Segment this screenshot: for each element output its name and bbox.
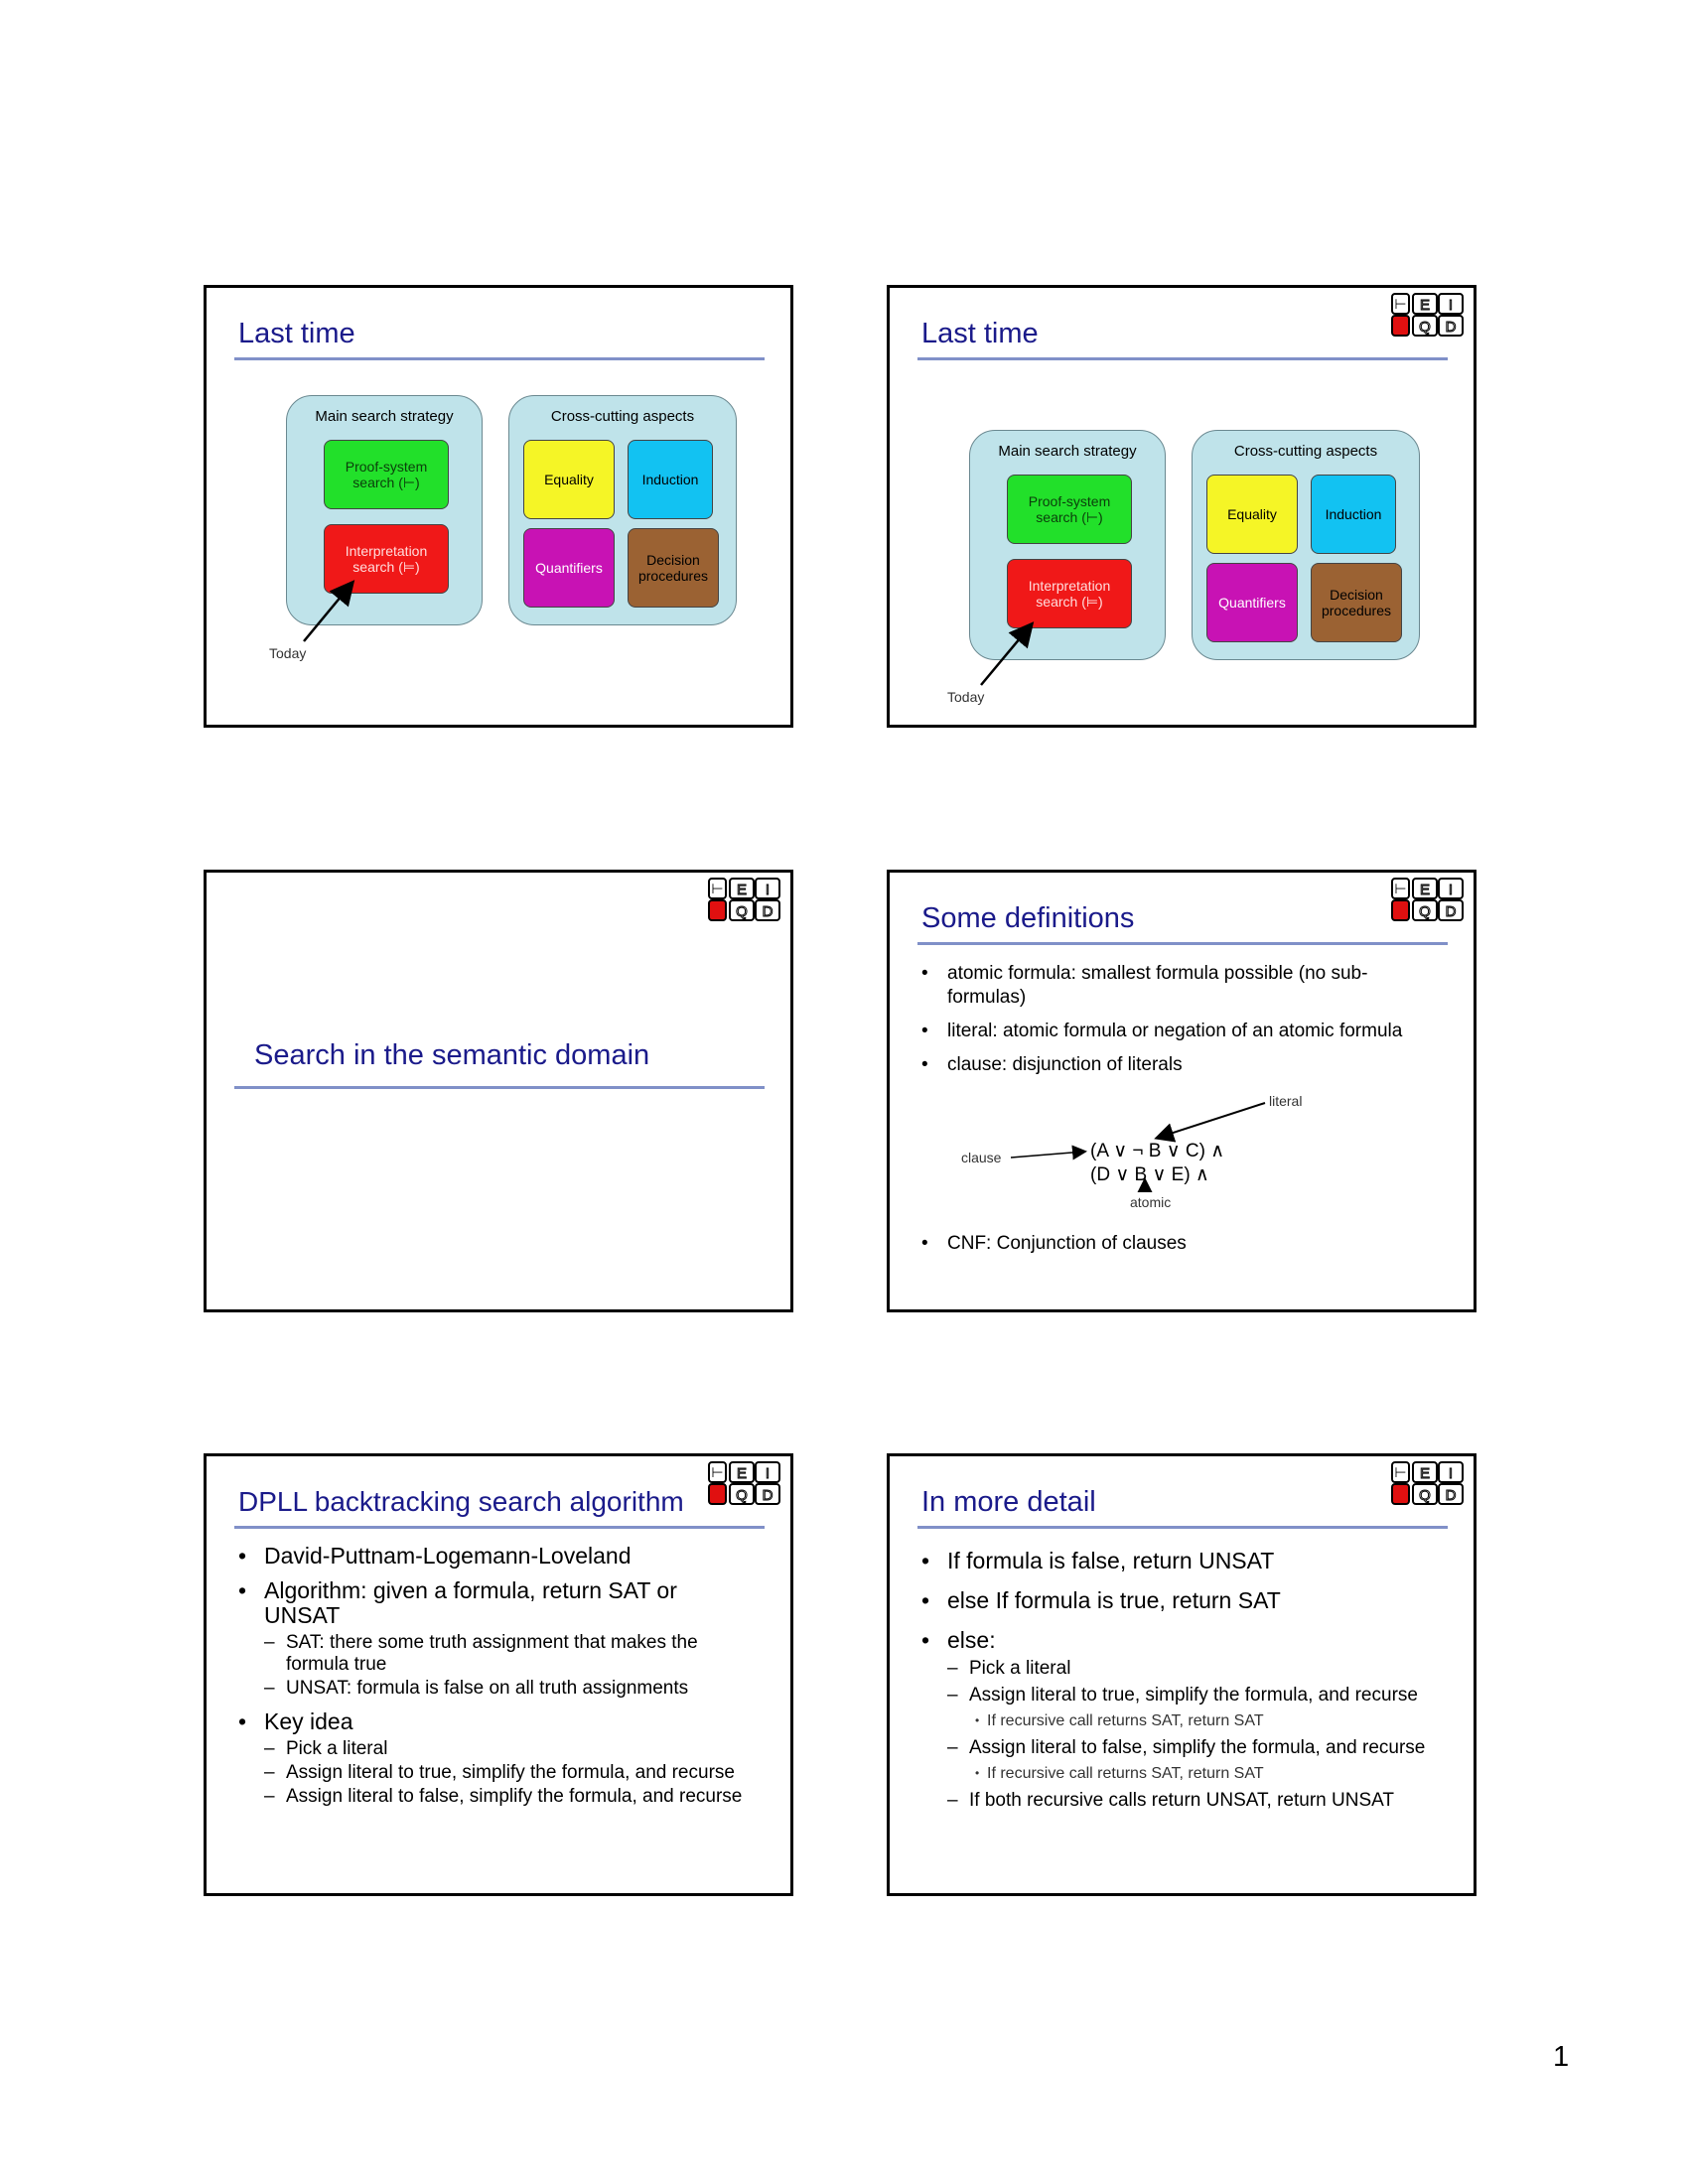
induction-box: Induction xyxy=(1311,475,1396,554)
sub-item: – Assign literal to false, simplify the formula, and recurse xyxy=(264,1786,753,1808)
svg-text:E: E xyxy=(736,882,748,898)
svg-text:⊢: ⊢ xyxy=(711,1465,724,1481)
svg-text:Q: Q xyxy=(736,903,748,920)
sub-item: – Assign literal to false, simplify the formula, and recurse • If recursive call returns SAT, return SAT xyxy=(947,1736,1446,1785)
dpll-list xyxy=(236,1544,753,1818)
logo-icon xyxy=(708,1461,781,1505)
logo xyxy=(1391,293,1465,337)
svg-text:⊢: ⊢ xyxy=(1394,1465,1407,1481)
group-label: Cross-cutting aspects xyxy=(550,408,695,425)
svg-text:I: I xyxy=(1448,297,1454,314)
search-diagram xyxy=(969,430,1426,668)
atomic-label: atomic xyxy=(1130,1194,1172,1210)
main-strategy-group xyxy=(969,430,1166,660)
logo-icon xyxy=(708,878,781,921)
sub-list xyxy=(264,1632,753,1700)
induction-box: Induction xyxy=(628,440,713,519)
group-label: Main search strategy xyxy=(315,408,454,425)
slide-title: DPLL backtracking search algorithm xyxy=(238,1486,684,1517)
title-rule xyxy=(917,357,1448,360)
list-item: • literal: atomic formula or negation of an atomic formula xyxy=(919,1020,1416,1043)
list-item: • CNF: Conjunction of clauses xyxy=(919,1232,1416,1256)
svg-text:Q: Q xyxy=(736,1487,748,1504)
slide-2 xyxy=(887,285,1477,728)
sub-item: – Pick a literal xyxy=(947,1657,1446,1680)
list-item: • Algorithm: given a formula, return SAT or UNSAT – SAT: there some truth assignment that makes the formula true – UNSAT: formula is false on all truth assignments xyxy=(236,1578,753,1700)
svg-text:D: D xyxy=(1445,1487,1457,1504)
note-list xyxy=(969,1762,1446,1785)
note-item: • If recursive call returns SAT, return SAT xyxy=(969,1709,1446,1732)
svg-text:D: D xyxy=(762,903,774,920)
today-label: Today xyxy=(269,645,307,661)
formula-line: (A ∨ ¬ B ∨ C) ∧ xyxy=(1090,1141,1225,1161)
sub-list xyxy=(264,1738,753,1808)
svg-text:E: E xyxy=(1419,1465,1431,1482)
svg-text:⊢: ⊢ xyxy=(1394,297,1407,313)
list-item: • else If formula is true, return SAT xyxy=(919,1587,1446,1613)
cross-cutting-group xyxy=(508,395,737,625)
detail-list xyxy=(919,1548,1446,1826)
decision-procedures-box: Decision procedures xyxy=(628,528,719,608)
slide-title: Last time xyxy=(921,318,1039,349)
svg-text:Q: Q xyxy=(1419,319,1431,336)
logo-icon xyxy=(1391,1461,1465,1505)
clause-label: clause xyxy=(961,1150,1002,1165)
slide-4 xyxy=(887,870,1477,1312)
definitions-list xyxy=(919,1232,1416,1266)
logo-icon xyxy=(1391,293,1465,337)
title-rule xyxy=(234,1526,765,1529)
svg-text:I: I xyxy=(765,882,771,898)
svg-text:I: I xyxy=(1448,1465,1454,1482)
equality-box: Equality xyxy=(1206,475,1298,554)
svg-text:I: I xyxy=(765,1465,771,1482)
note-list xyxy=(969,1709,1446,1732)
logo xyxy=(708,878,781,921)
slide-1 xyxy=(204,285,793,728)
slide-title: Last time xyxy=(238,318,355,349)
cross-cutting-group xyxy=(1192,430,1420,660)
svg-text:I: I xyxy=(1448,882,1454,898)
proof-search-box: Proof-system search (⊢) xyxy=(324,440,449,509)
sub-item: – Assign literal to true, simplify the formula, and recurse xyxy=(264,1762,753,1784)
equality-box: Equality xyxy=(523,440,615,519)
svg-text:D: D xyxy=(1445,903,1457,920)
list-item: • David-Puttnam-Logemann-Loveland xyxy=(236,1544,753,1569)
slide-3 xyxy=(204,870,793,1312)
quantifiers-box: Quantifiers xyxy=(1206,563,1298,642)
sub-item: – SAT: there some truth assignment that makes the formula true xyxy=(264,1632,753,1676)
logo xyxy=(708,1461,781,1505)
slide-6 xyxy=(887,1453,1477,1896)
list-item: • else: – Pick a literal – Assign literal to true, simplify the formula, and recurse • If recursive call returns SAT, return SAT – Assign literal to false, simplify the formula, and recurse • If recursive call returns SAT, return SAT – If both recursive calls return UNSAT, return UNSAT xyxy=(919,1627,1446,1812)
svg-text:⊢: ⊢ xyxy=(711,882,724,897)
list-item: • If formula is false, return UNSAT xyxy=(919,1548,1446,1573)
sub-list xyxy=(947,1657,1446,1812)
svg-text:D: D xyxy=(1445,319,1457,336)
slide-title: In more detail xyxy=(921,1486,1096,1518)
formula-line: (D ∨ B ∨ E) ∧ xyxy=(1090,1164,1209,1185)
svg-text:⊢: ⊢ xyxy=(1394,882,1407,897)
proof-search-box: Proof-system search (⊢) xyxy=(1007,475,1132,544)
title-rule xyxy=(234,357,765,360)
literal-label: literal xyxy=(1269,1093,1303,1109)
quantifiers-box: Quantifiers xyxy=(523,528,615,608)
search-diagram xyxy=(286,395,743,633)
slide-title: Some definitions xyxy=(921,902,1135,934)
sub-item: – UNSAT: formula is false on all truth assignments xyxy=(264,1678,753,1700)
sub-item: – Pick a literal xyxy=(264,1738,753,1760)
group-label: Cross-cutting aspects xyxy=(1233,443,1378,460)
list-item: • Key idea – Pick a literal – Assign literal to true, simplify the formula, and recurse – Assign literal to false, simplify the formula, and recurse xyxy=(236,1709,753,1808)
interpretation-search-box: Interpretation search (⊨) xyxy=(1007,559,1132,628)
svg-text:E: E xyxy=(1419,297,1431,314)
title-rule xyxy=(917,1526,1448,1529)
group-label: Main search strategy xyxy=(998,443,1137,460)
sub-item: – If both recursive calls return UNSAT, return UNSAT xyxy=(947,1789,1446,1812)
svg-text:E: E xyxy=(736,1465,748,1482)
title-rule xyxy=(234,1086,765,1089)
decision-procedures-box: Decision procedures xyxy=(1311,563,1402,642)
list-item: • atomic formula: smallest formula possible (no sub-formulas) xyxy=(919,962,1416,1010)
logo xyxy=(1391,1461,1465,1505)
note-item: • If recursive call returns SAT, return SAT xyxy=(969,1762,1446,1785)
svg-text:Q: Q xyxy=(1419,903,1431,920)
today-label: Today xyxy=(947,689,985,705)
sub-item: – Assign literal to true, simplify the formula, and recurse • If recursive call returns SAT, return SAT xyxy=(947,1684,1446,1732)
section-title: Search in the semantic domain xyxy=(254,1039,650,1071)
main-strategy-group xyxy=(286,395,483,625)
svg-text:E: E xyxy=(1419,882,1431,898)
svg-text:Q: Q xyxy=(1419,1487,1431,1504)
slide-5 xyxy=(204,1453,793,1896)
list-item: • clause: disjunction of literals xyxy=(919,1053,1416,1077)
svg-text:D: D xyxy=(762,1487,774,1504)
page-number: 1 xyxy=(1553,2041,1570,2073)
interpretation-search-box: Interpretation search (⊨) xyxy=(324,524,449,594)
